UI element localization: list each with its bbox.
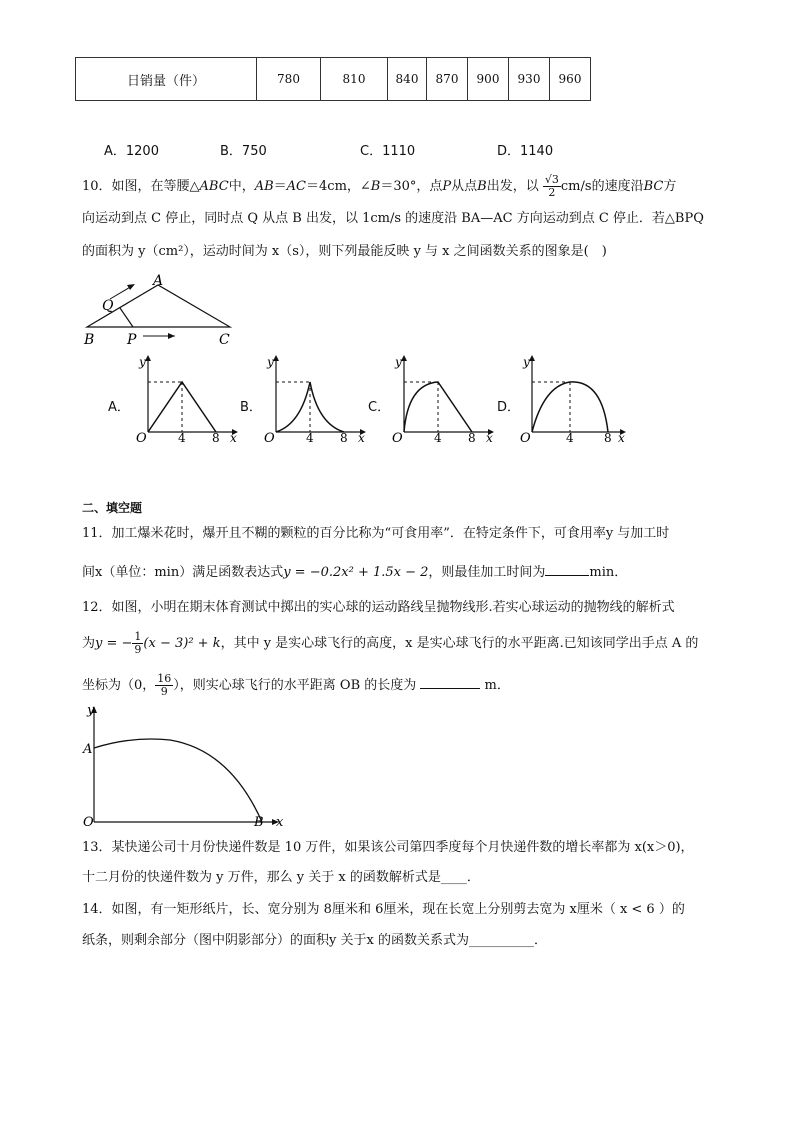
q14-line2: 纸条，则剩余部分（图中阴影部分）的面积y 关于x 的函数关系式为__________． [82,933,547,948]
section-heading: 二、填空题 [82,501,143,515]
arrow-p-head [168,333,175,339]
svg-text:4: 4 [178,431,186,444]
q12-line1: 12．如图，小明在期末体育测试中掷出的实心球的运动路线呈抛物线形.若实心球运动的抛物线的解析式 [82,600,675,615]
graph-option-b-label: B． [240,400,262,415]
answer-blank [420,674,480,689]
svg-text:x: x [358,431,365,444]
table-cell: 960 [550,58,591,101]
graph-option-a-label: A． [108,400,130,415]
svg-text:O: O [264,431,275,444]
table-row-label: 日销量（件） [76,58,257,101]
answer-blank [545,561,589,576]
svg-text:O: O [392,431,403,444]
svg-text:x: x [230,431,237,444]
table-row [76,58,591,101]
table-cell: 930 [509,58,550,101]
svg-text:8: 8 [212,431,220,444]
q13-line2: 十二月份的快递件数为 y 万件，那么 y 关于 x 的函数解析式是____． [82,870,480,885]
svg-text:4: 4 [434,431,442,444]
label-q: Q [102,298,114,314]
table-cell: 840 [388,58,427,101]
q11-line2: 间x（单位：min）满足函数表达式y = −0.2x² + 1.5x − 2，则最佳加工时间为 min． [82,561,627,583]
q10-line3: 的面积为 y（cm²），运动时间为 x（s），则下列最能反映 y 与 x 之间函数关系的图象是( ) [82,244,607,259]
option-b: B．750 [220,144,267,159]
table-cell: 780 [257,58,321,101]
svg-text:O: O [520,431,531,444]
option-c: C．1110 [360,144,416,159]
label-c: C [219,332,230,348]
svg-text:y: y [395,355,402,369]
sales-table [75,57,591,101]
option-a: A．1200 [104,144,159,159]
svg-text:y: y [87,703,95,718]
parabola-curve [94,739,262,822]
table-cell: 900 [468,58,509,101]
q12-line2: 为y = − $\frac{1}{9}$ (x − 3)² + k，其中 y 是实心球飞行的高度，x 是实心球飞行的水平距离.已知该同学出手点 A 的 [82,630,699,656]
q10-line2: 向运动到点 C 停止，同时点 Q 从点 B 出发，以 1cm/s 的速度沿 BA—AC 方向运动到点 C 停止．若△BPQ [82,211,704,226]
svg-text:B: B [254,815,264,830]
coord-fraction: $\frac{16}{9}$ [157,672,172,698]
svg-text:O: O [83,815,94,830]
svg-text:4: 4 [566,431,574,444]
label-b: B [84,332,95,348]
formula-fraction: $\frac{1}{9}$ [134,630,142,656]
svg-text:y: y [523,355,530,369]
svg-text:8: 8 [468,431,476,444]
graph-option-c-label: C． [368,400,391,415]
graph-a [128,352,240,444]
svg-text:x: x [486,431,493,444]
graph-c [384,352,496,444]
q12-line3: 坐标为（0， $\frac{16}{9}$ ），则实心球飞行的水平距离 OB 的长度为 m． [82,672,510,698]
svg-text:x: x [618,431,625,444]
svg-text:8: 8 [340,431,348,444]
label-a: A [153,273,164,289]
q11-line1: 11．加工爆米花时，爆开且不糊的颗粒的百分比称为“可食用率”．在特定条件下，可食用率y 与加工时 [82,526,670,541]
svg-text:A: A [83,742,93,757]
svg-text:x: x [276,815,284,830]
option-d: D．1140 [497,144,554,159]
speed-fraction: $\frac{√3}{2}$ [544,173,559,199]
table-cell: 870 [427,58,468,101]
q13-line1: 13．某快递公司十月份快递件数是 10 万件，如果该公司第四季度每个月快递件数的增长率都为 x(x＞0)， [82,840,694,855]
label-p: P [127,332,137,348]
svg-text:4: 4 [306,431,314,444]
graph-b [256,352,368,444]
graph-option-d-label: D． [497,400,521,415]
svg-text:y: y [267,355,274,369]
svg-text:y: y [139,355,146,369]
q10-line1: 10．如图，在等腰△ABC中，AB＝AC＝4cm，∠B＝30°，点P从点B出发，以 $\frac{√3}{2}$ cm/s的速度沿BC方 [82,173,677,199]
triangle-figure [80,272,240,352]
segment-pq [120,308,133,327]
graph-d [512,352,630,444]
q14-line1: 14．如图，有一矩形纸片，长、宽分别为 8厘米和 6厘米，现在长宽上分别剪去宽为 x厘米（ x < 6 ）的 [82,902,685,917]
arrow-q-head [127,284,135,290]
table-cell: 810 [321,58,388,101]
svg-text:8: 8 [604,431,612,444]
svg-text:O: O [136,431,147,444]
parabola-figure [80,700,290,830]
